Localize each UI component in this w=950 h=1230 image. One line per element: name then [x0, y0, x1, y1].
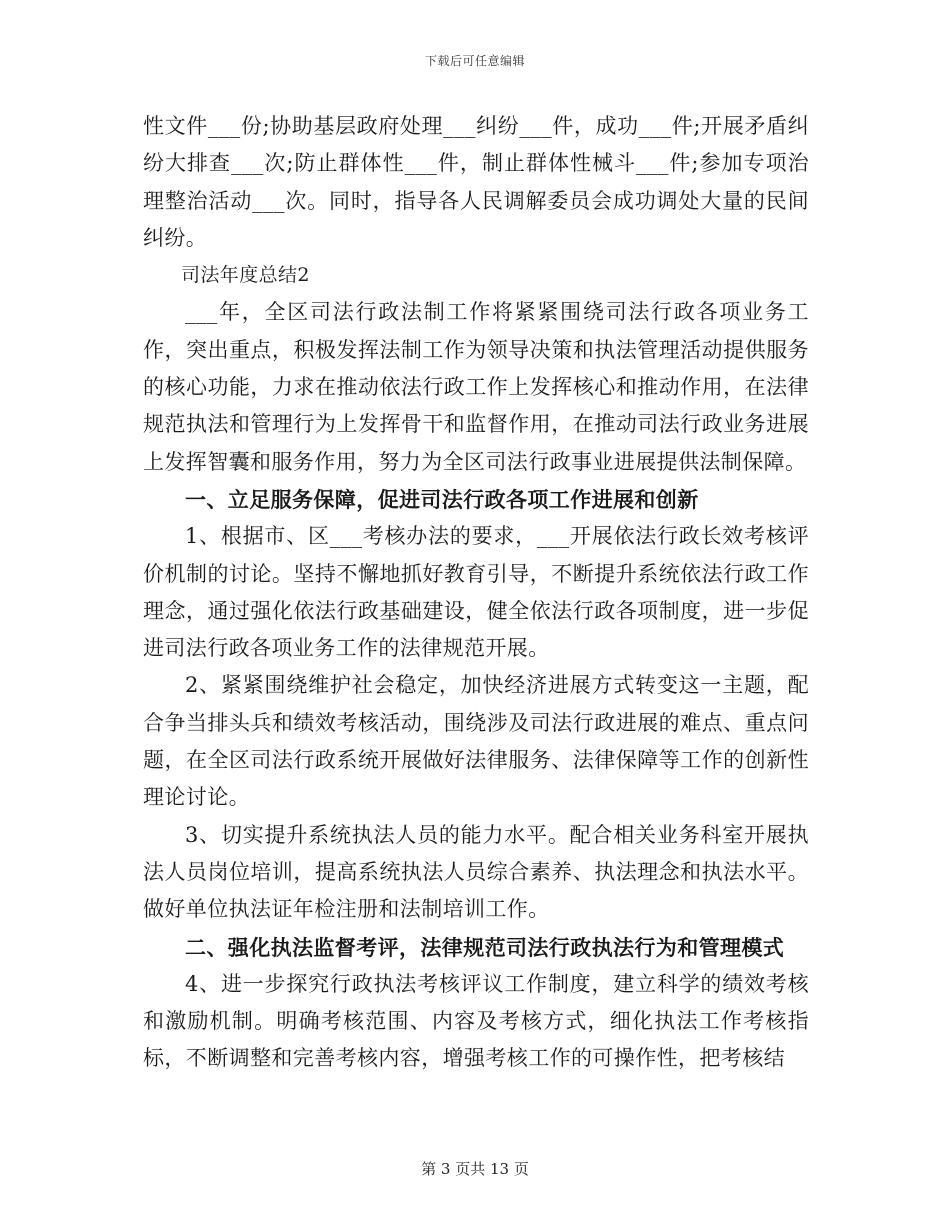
page-header: 下载后可任意编辑: [424, 54, 525, 68]
paragraph-item-4: 4、进一步探究行政执法考核评议工作制度，建立科学的绩效考核和激励机制。明确考核范围、内容及考核方式，细化执法工作考核指标，不断调整和完善考核内容，增强考核工作的可操作性，把考核结: [143, 971, 809, 1071]
paragraph-continuation: 性文件___份;协助基层政府处理___纠纷___件，成功___件;开展矛盾纠纷大排查___次;防止群体性___件，制止群体性械斗___件;参加专项治理整治活动___次。同时，指导各人民调解委员会成功调处大量的民间纠纷。: [143, 114, 809, 250]
page-footer: 第 3 页共 13 页: [421, 1160, 529, 1178]
section-heading-1: 一、立足服务保障，促进司法行政各项工作进展和创新: [185, 486, 699, 512]
paragraph-intro: ___年，全区司法行政法制工作将紧紧围绕司法行政各项业务工作，突出重点，积极发挥法制工作为领导决策和执法管理活动提供服务的核心功能，力求在推动依法行政工作上发挥核心和推动作用，在法律规范执法和管理行为上发挥骨干和监督作用，在推动司法行政业务进展上发挥智囊和服务作用，努力为全区司法行政事业进展提供法制保障。: [143, 300, 809, 474]
section-subtitle: 司法年度总结2: [181, 264, 310, 287]
paragraph-item-3: 3、切实提升系统执法人员的能力水平。配合相关业务科室开展执法人员岗位培训，提高系统执法人员综合素养、执法理念和执法水平。做好单位执法证年检注册和法制培训工作。: [143, 822, 809, 922]
paragraph-item-2: 2、紧紧围绕维护社会稳定，加快经济进展方式转变这一主题，配合争当排头兵和绩效考核活动，围绕涉及司法行政进展的难点、重点问题，在全区司法行政系统开展做好法律服务、法律保障等工作的创新性理论讨论。: [143, 673, 809, 810]
paragraph-item-1: 1、根据市、区___考核办法的要求，___开展依法行政长效考核评价机制的讨论。坚持不懈地抓好教育引导，不断提升系统依法行政工作理念，通过强化依法行政基础建设，健全依法行政各项制度，进一步促进司法行政各项业务工作的法律规范开展。: [143, 524, 809, 661]
section-heading-2: 二、强化执法监督考评，法律规范司法行政执法行为和管理模式: [185, 934, 785, 960]
document-body: [143, 108, 809, 1078]
